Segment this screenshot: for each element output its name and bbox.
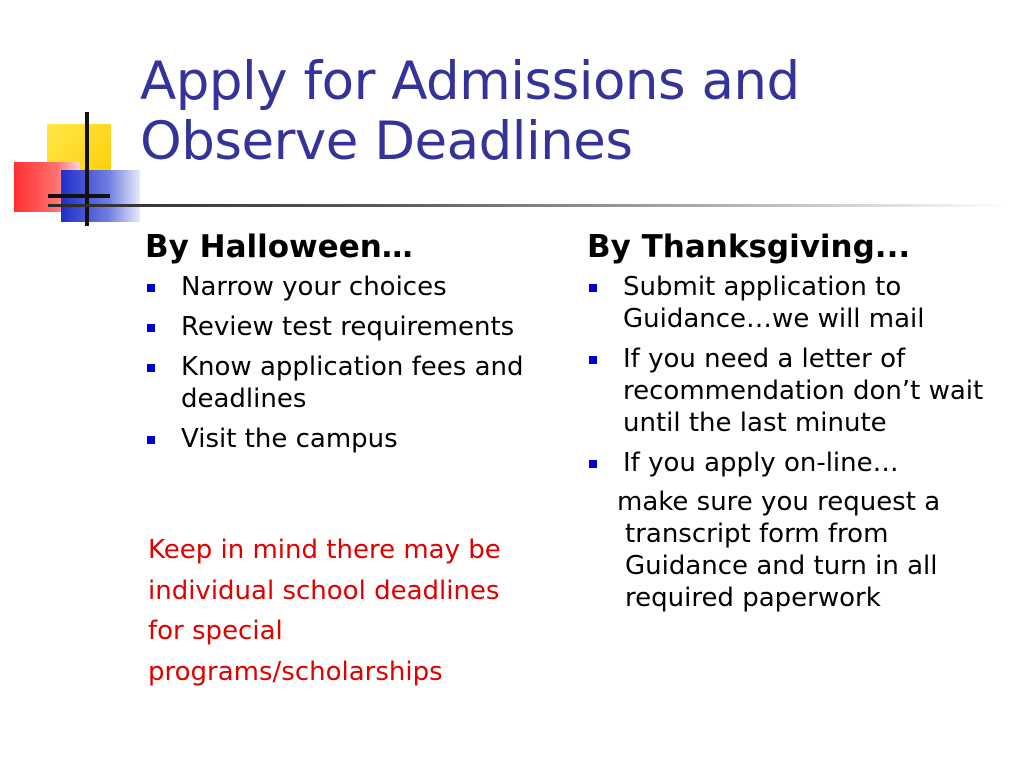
right-bullet-list — [587, 271, 1002, 479]
title-line-1: Apply for Admissions and — [140, 51, 800, 112]
list-item — [145, 271, 535, 303]
list-item — [587, 271, 1002, 335]
title-underline — [48, 204, 1008, 207]
list-item-text: Know application fees and deadlines — [181, 352, 524, 414]
square-bullet-icon — [147, 364, 155, 372]
horizontal-line — [48, 194, 110, 198]
list-item-text: Submit application to Guidance…we will mail — [623, 272, 925, 334]
slide-title — [140, 52, 1000, 172]
list-item — [587, 447, 1002, 479]
left-bullet-list — [145, 271, 535, 455]
subtext-lead: make sure you request a — [617, 487, 941, 517]
square-bullet-icon — [147, 324, 155, 332]
right-column — [587, 226, 1002, 614]
online-application-subtext — [617, 486, 1002, 614]
list-item-text: If you need a letter of recommendation don’t wait until the last minute — [623, 344, 984, 438]
left-column — [145, 226, 535, 463]
right-column-heading: By Thanksgiving... — [587, 229, 911, 265]
list-item — [145, 351, 535, 415]
list-item — [587, 343, 1002, 439]
square-bullet-icon — [147, 436, 155, 444]
list-item-text: Review test requirements — [181, 312, 515, 342]
subtext-rest: transcript form from Guidance and turn in all required paperwork — [625, 519, 938, 613]
left-column-heading: By Halloween… — [145, 229, 413, 265]
square-bullet-icon — [147, 284, 155, 292]
list-item — [145, 311, 535, 343]
square-bullet-icon — [589, 284, 597, 292]
square-bullet-icon — [589, 356, 597, 364]
list-item-text: Narrow your choices — [181, 272, 447, 302]
list-item-text: Visit the campus — [181, 424, 398, 454]
title-line-2: Observe Deadlines — [140, 111, 633, 172]
list-item — [145, 423, 535, 455]
list-item-text: If you apply on-line… — [623, 448, 899, 478]
deadline-note: Keep in mind there may be individual school deadlines for special programs/scholarships — [148, 535, 501, 687]
vertical-line — [85, 112, 89, 226]
square-bullet-icon — [589, 460, 597, 468]
